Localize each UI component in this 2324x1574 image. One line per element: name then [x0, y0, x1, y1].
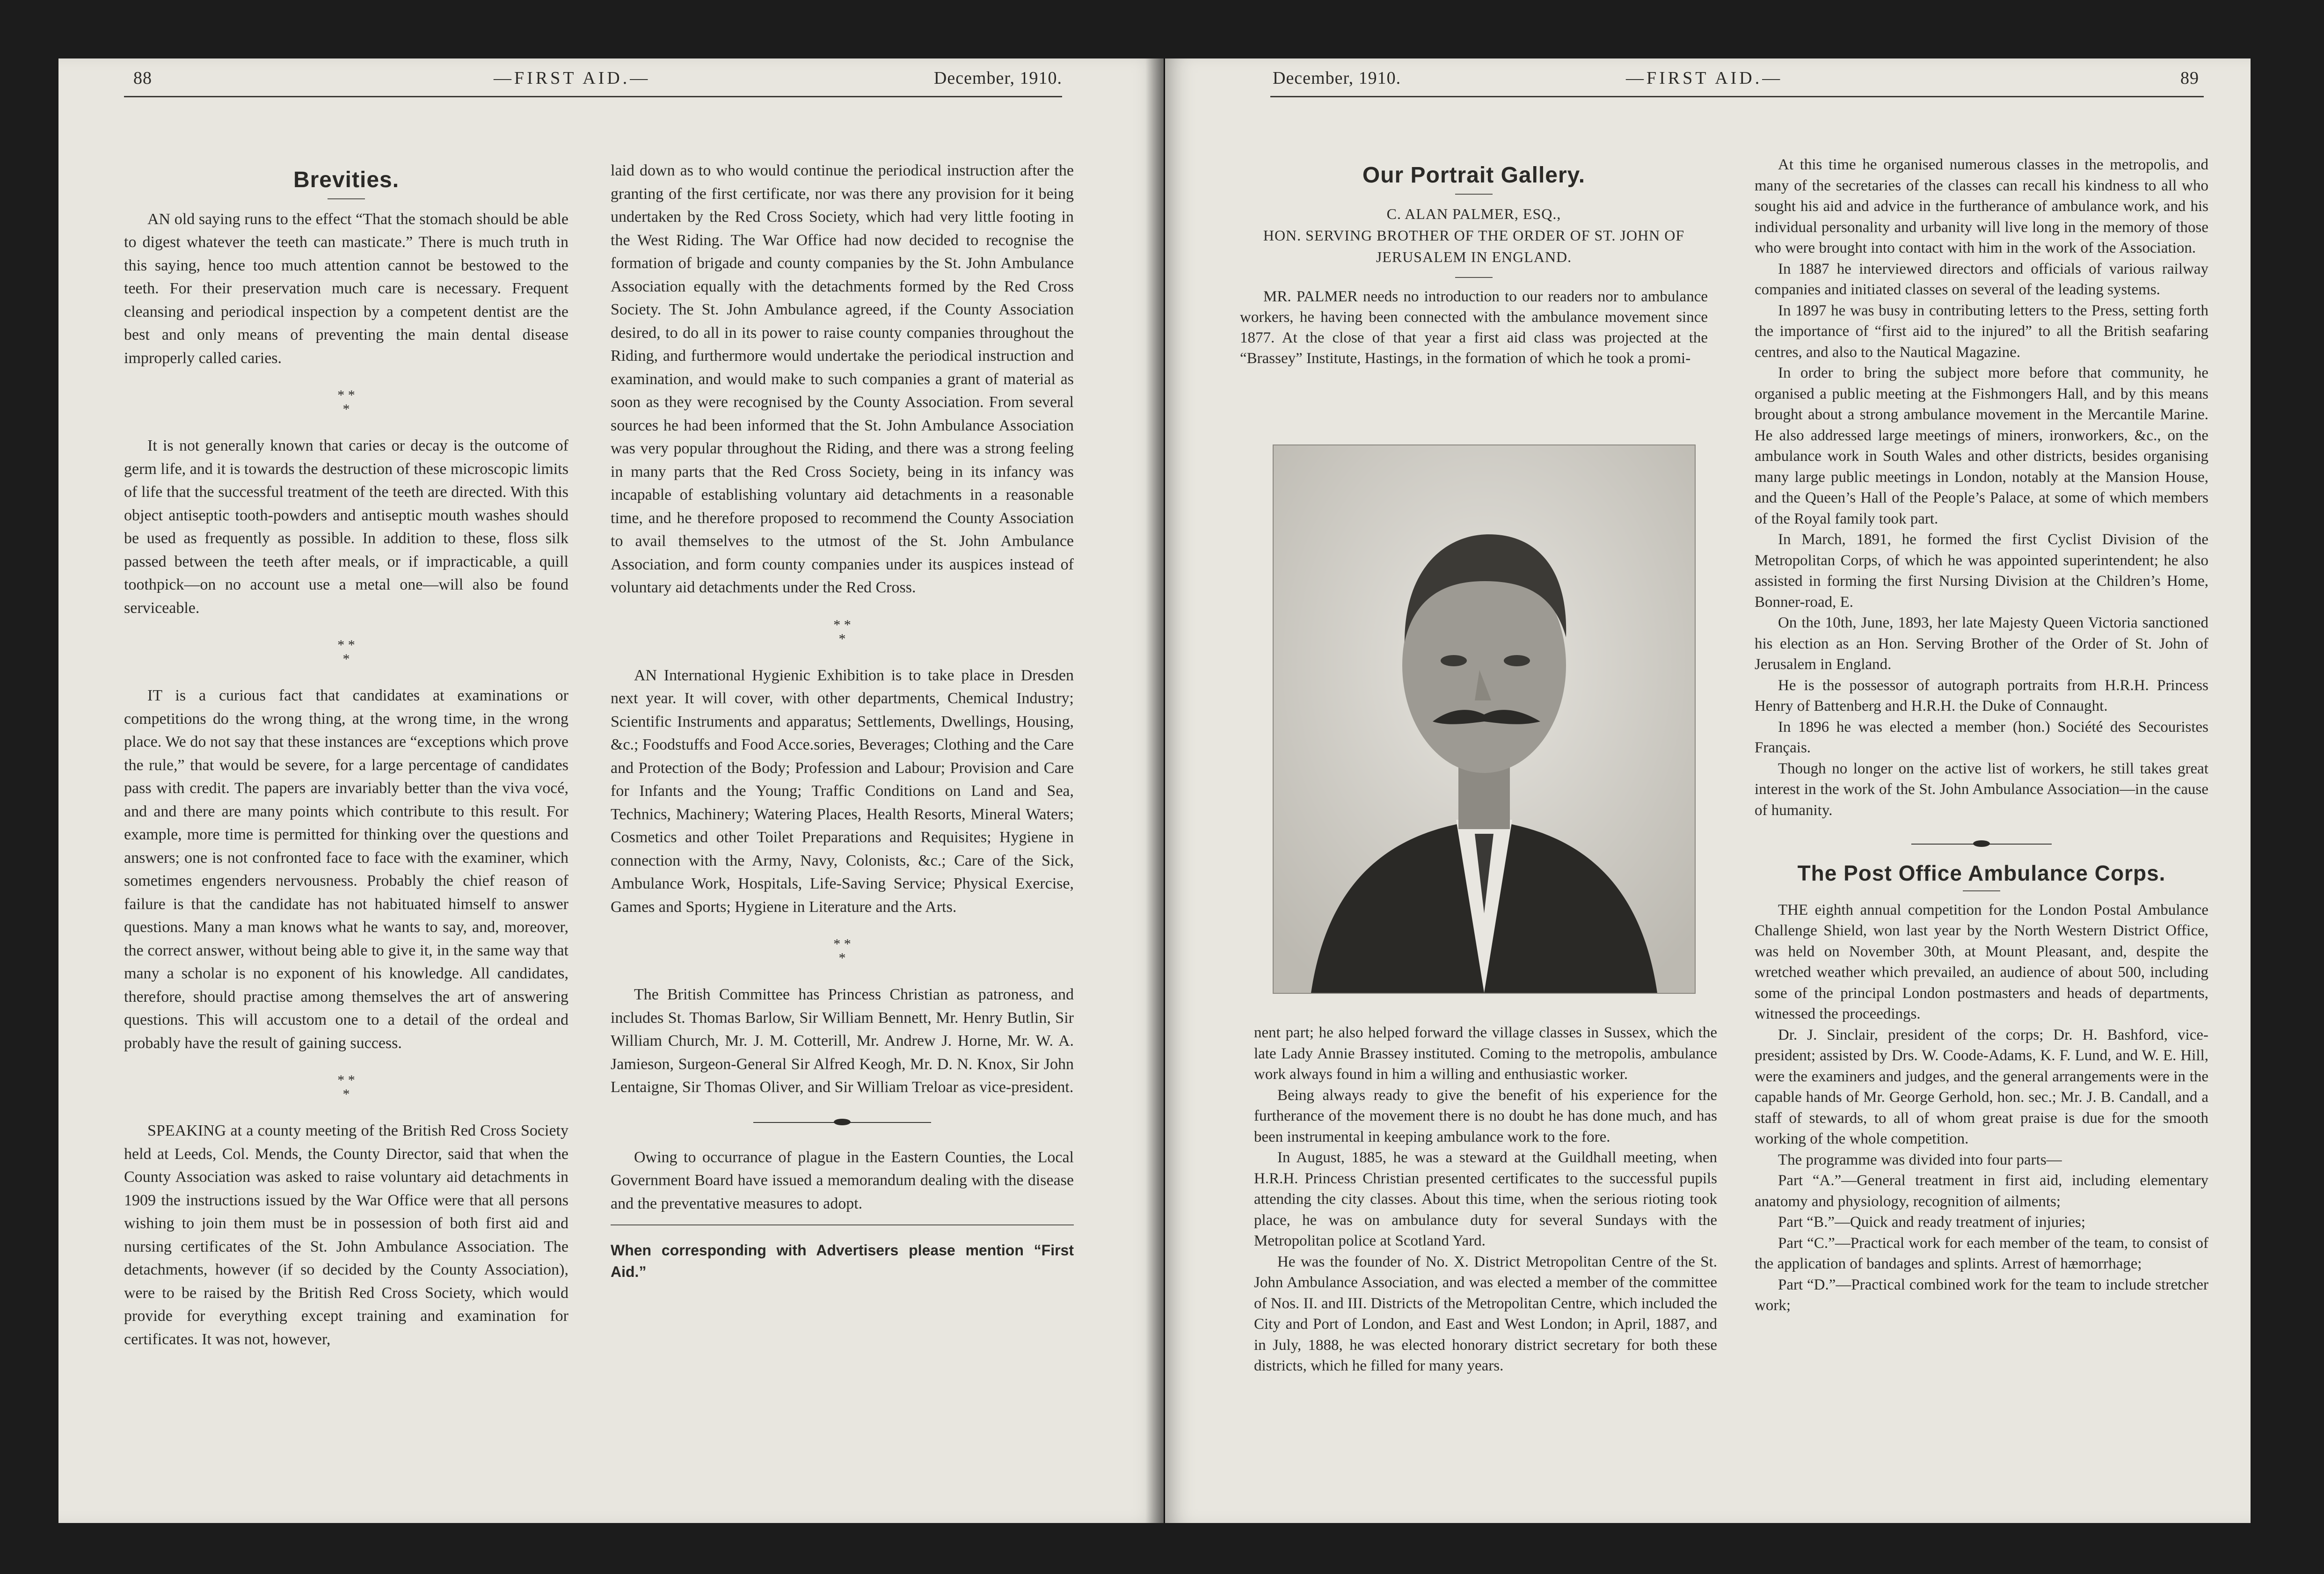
section-title: Brevities.	[293, 168, 400, 192]
paragraph: Part “C.”—Practical work for each member of the team, to consist of the application of bandages and splints. Arrest of hæmorrhage;	[1755, 1234, 2208, 1272]
paragraph: Dr. J. Sinclair, president of the corps; Dr. H. Bashford, vice-president; assisted by Drs. W. Coode-Adams, K. F. Lund, and W. E. Hill, were the examiners and judges, and the general arrangements were in the capable hands of Mr. George Gerhold, hon. sec.; Mr. J. B. Candall, and a staff of stewards, to all of whom great praise is due for the smooth working of the whole competition.	[1755, 1026, 2208, 1147]
asterism: * * *	[833, 617, 851, 647]
title-rule	[1455, 194, 1493, 195]
advertiser-notice: When corresponding with Advertisers please mention “First Aid.”	[611, 1224, 1074, 1283]
paragraph: The programme was divided into four parts—	[1778, 1151, 2062, 1168]
paragraph: In 1896 he was elected a member (hon.) Société des Secouristes Français.	[1755, 718, 2208, 756]
book-gutter	[1145, 58, 1165, 1523]
paragraph: laid down as to who would continue the periodical instruction after the granting of the first certificate, nor was there any provision for it being undertaken by the Red Cross Society, which had very little footing in the West Riding. The War Office had now decided to recognise the formation of brigade and county companies by the St. John Ambulance Association equally with the detachments formed by the Red Cross Society. The St. John Ambulance agreed, if the County Association desired, to do all in its power to raise county companies throughout the Riding, and furthermore would undertake the periodical instruction and examination, and would make to such companies a grant of material as soon as they were recognised by the County Association. From several sources he had been informed that the St. John Ambulance Association was very popular throughout the Riding, and there was a strong feeling in many parts that the Red Cross Society, being in its infancy was incapable of establishing voluntary aid detachments in a reasonable time, and he therefore proposed to recommend the County Association to avail themselves to the utmost of the St. John Ambulance Association, and form county companies under its auspices instead of voluntary aid detachments under the Red Cross.	[611, 162, 1074, 596]
paragraph: Part “B.”—Quick and ready treatment of injuries;	[1778, 1214, 2086, 1231]
portrait-illustration	[1274, 445, 1695, 993]
paragraph: In March, 1891, he formed the first Cyclist Division of the Metropolitan Corps, of which he was appointed superintendent; he also assisted in forming the first Nursing Division at the Children’s Home, Bonner-road, E.	[1755, 531, 2208, 611]
paragraph: Owing to occurrance of plague in the Eastern Counties, the Local Government Board have issued a memorandum dealing with the disease and the preventative measures to adopt.	[611, 1148, 1074, 1212]
issue-date: December, 1910.	[933, 68, 1062, 88]
section-title: The Post Office Ambulance Corps.	[1797, 861, 2166, 885]
paragraph: He was the founder of No. X. District Metropolitan Centre of the St. John Ambulance Association, and was elected a member of the committee of Nos. II. and III. Districts of the Metropolitan Centre, which included the City and Port of London, and East and West London; in April, 1887, and in July, 1888, he was elected honorary district secretary for both these districts, which he filled for many years.	[1254, 1253, 1717, 1374]
right-column-1-top	[1240, 164, 1708, 369]
paragraph: At this time he organised numerous classes in the metropolis, and many of the secretaries of the classes can recall his kindness to all who sought his aid and advice in the furtherance of ambulance work, and his individual personality and urbanity will live long in the memory of those who were brought into contact with him in the work of the Association.	[1755, 156, 2208, 256]
asterism: * * *	[337, 387, 355, 417]
paragraph: In order to bring the subject more before that community, he organised a public meeting at the Fishmongers Hall, and by this means brought about a strong ambulance movement in the Mercantile Marine. He also addressed large meetings of miners, ironworkers, &c., on the ambulance work in South Wales and other districts, besides organising many large public meetings in London, notably at the Mansion House, and the Queen’s Hall of the People’s Palace, at some of which members of the Royal family took part.	[1755, 364, 2208, 527]
left-column-2	[611, 159, 1074, 1283]
asterism: * * *	[833, 936, 851, 966]
issue-date: December, 1910.	[1273, 68, 1401, 88]
title-rule	[1455, 277, 1493, 278]
right-page-header	[1270, 63, 2204, 97]
paragraph: Though no longer on the active list of workers, he still takes great interest in the work of the St. John Ambulance Association—in the cause of humanity.	[1755, 760, 2208, 819]
paragraph: Part “A.”—General treatment in first aid, including elementary anatomy and physiology, recognition of ailments;	[1755, 1172, 2208, 1210]
title-rule	[1963, 890, 2000, 891]
paragraph: Part “D.”—Practical combined work for the team to include stretcher work;	[1755, 1276, 2208, 1314]
right-column-2	[1755, 154, 2208, 1316]
page-number: 88	[133, 68, 152, 88]
left-page-header	[124, 63, 1062, 97]
running-title: —FIRST AID.—	[1626, 68, 1783, 88]
paragraph: In August, 1885, he was a steward at the Guildhall meeting, when H.R.H. Princess Christian presented certificates to the successful pupils attending the city classes. About this time, when the serious rioting took place, he was on ambulance duty for several Sundays with the Metropolitan police at Scotland Yard.	[1254, 1149, 1717, 1249]
section-divider	[1911, 839, 2052, 849]
paragraph: IT is a curious fact that candidates at examinations or competitions do the wrong thing, at the wrong time, in the wrong place. We do not say that these instances are “exceptions which prove the rule,” that would be severe, for a large percentage of candidates pass with credit. The papers are invariably better than the viva vocé, and and there are many points which contribute to this result. For example, more time is permitted for thinking over the questions and answers; one is not confronted face to face with the examiner, which sometimes engenders nervousness. Probably the chief reason of failure is that the candidate has not habituated himself to answer questions. Many a man knows what he wants to say, and, moreover, the correct answer, without being able to give it, in the same way that many a scholar is no exponent of his knowledge. All candidates, therefore, should practise among themselves the art of answering questions. This will accustom one to a detail of the ordeal and probably have the result of gaining success.	[124, 687, 568, 1052]
subject-role: HON. SERVING BROTHER OF THE ORDER OF ST. JOHN OF JERUSALEM IN ENGLAND.	[1263, 226, 1685, 265]
paragraph: AN International Hygienic Exhibition is to take place in Dresden next year. It will cover, with other departments, Chemical Industry; Scientific Instruments and apparatus; Settlements, Dwellings, Housing, &c.; Foodstuffs and Food Acce.sories, Beverages; Clothing and the Care and Protection of the Body; Profession and Labour; Provision and Care for Infants and the Young; Traffic Conditions on Land and Sea, Technics, Machinery; Watering Places, Health Resorts, Mineral Waters; Cosmetics and other Toilet Preparations and Requisites; Hygiene in connection with the Army, Navy, Colonists, &c.; Care of the Sick, Ambulance Work, Hospitals, Life-Saving Service; Physical Exercise, Games and Sports; Hygiene in Literature and the Arts.	[611, 666, 1074, 916]
paragraph: AN old saying runs to the effect “That the stomach should be able to digest whatever the teeth can masticate.” There is much truth in this saying, hence too much attention cannot be bestowed to the teeth. For their preservation much care is necessary. Frequent cleansing and periodical inspection by a competent dentist are the best and only means of preventing the main dental disease improperly called caries.	[124, 210, 568, 367]
paragraph: Being always ready to give the benefit of his experience for the furtherance of the movement there is no doubt he has done much, and has been instrumental in keeping ambulance work to the fore.	[1254, 1086, 1717, 1145]
paragraph: On the 10th, June, 1893, her late Majesty Queen Victoria sanctioned his election as an Hon. Serving Brother of the Order of St. John of Jerusalem in England.	[1755, 614, 2208, 673]
paragraph: It is not generally known that caries or decay is the outcome of germ life, and it is towards the destruction of these microscopic limits of life that the successful treatment of the teeth are directed. With this object antiseptic tooth-powders and antiseptic mouth washes should be used as frequently as possible. In addition to these, floss silk passed between the teeth after meals, or if impracticable, a quill toothpick—on no account use a metal one—will also be found serviceable.	[124, 437, 568, 617]
paragraph: In 1897 he was busy in contributing letters to the Press, setting forth the importance of “first aid to the injured” to all the British seafaring centres, and also to the Nautical Magazine.	[1755, 302, 2208, 361]
page-number: 89	[2180, 68, 2199, 88]
section-title: Our Portrait Gallery.	[1362, 163, 1586, 188]
left-column-1	[124, 168, 568, 1351]
paragraph: THE eighth annual competition for the London Postal Ambulance Challenge Shield, won last year by the North Western District Office, was held on November 30th, at Mount Pleasant, and, despite the wretched weather which prevailed, an audience of about 500, including some of the principal London postmasters and heads of departments, witnessed the proceedings.	[1755, 901, 2208, 1022]
subject-name: C. ALAN PALMER, ESQ.,	[1386, 205, 1561, 222]
running-title: —FIRST AID.—	[494, 68, 651, 88]
right-column-1-bottom	[1254, 1022, 1717, 1377]
title-rule	[328, 198, 365, 199]
asterism: * * *	[337, 1072, 355, 1102]
paragraph: In 1887 he interviewed directors and officials of various railway companies and initiated classes on several of the leading systems.	[1755, 260, 2208, 298]
paragraph: SPEAKING at a county meeting of the British Red Cross Society held at Leeds, Col. Mends, the County Director, said that when the County Association was asked to raise voluntary aid detachments in 1909 the instructions issued by the War Office were that all persons wishing to join them must be in possession of both first aid and nursing certificates of the St. John Ambulance Association. The detachments, however (if so decided by the County Association), were to be raised by the British Red Cross Society, which would provide for everything except training and examination for certificates. It was not, however,	[124, 1122, 568, 1348]
paragraph: He is the possessor of autograph portraits from H.R.H. Princess Henry of Battenberg and H.R.H. the Duke of Connaught.	[1755, 677, 2208, 714]
paragraph: nent part; he also helped forward the village classes in Sussex, which the late Lady Annie Brassey instituted. Coming to the metropolis, ambulance work always found in him a willing and enthusiastic worker.	[1254, 1024, 1717, 1083]
portrait-photo	[1273, 445, 1696, 994]
asterism: * * *	[337, 637, 355, 667]
paragraph: The British Committee has Princess Christian as patroness, and includes St. Thomas Barlow, Sir William Bennett, Mr. Henry Butlin, Sir William Church, Mr. J. M. Cotterill, Mr. Andrew J. Horne, Mr. W. A. Jamieson, Surgeon-General Sir Alfred Keogh, Mr. D. N. Knox, Sir John Lentaigne, Sir Thomas Oliver, and Sir William Treloar as vice-president.	[611, 986, 1074, 1096]
section-divider	[753, 1118, 931, 1127]
paragraph: MR. PALMER needs no introduction to our readers nor to ambulance workers, he having been connected with the ambulance movement since 1877. At the close of that year a first aid class was projected at the “Brassey” Institute, Hastings, in the formation of which he took a promi-	[1240, 288, 1708, 367]
